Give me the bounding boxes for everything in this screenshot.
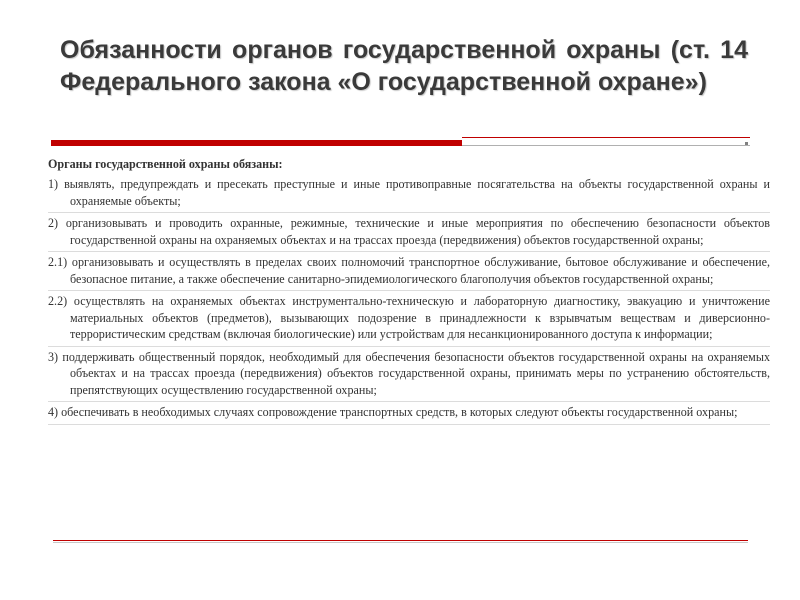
title-underline-bar (51, 140, 462, 146)
footer-rule (53, 540, 748, 541)
list-item: 4) обеспечивать в необходимых случаях сопровождение транспортных средств, в которых следуют объекты государственной охраны; (48, 402, 770, 425)
footer-rule-shadow (53, 542, 748, 543)
title-underline-shadow (462, 145, 750, 146)
list-item: 2.1) организовывать и осуществлять в пределах своих полномочий транспортное обслуживание, бытовое обслуживание и обеспечение, безопасное питание, а также обеспечение санитарно-эпидемиологического благополучия объектов государственной охраны; (48, 252, 770, 291)
list-item: 3) поддерживать общественный порядок, необходимый для обеспечения безопасности объектов государственной охраны на охраняемых объектах и на трассах проезда (передвижения) объектов государственной охраны, принимать меры по устранению обстоятельств, препятствующих осуществлению государственной охраны; (48, 347, 770, 403)
list-item: 1) выявлять, предупреждать и пресекать преступные и иные противоправные посягательства на объекты государственной охраны и охраняемые объекты; (48, 174, 770, 213)
list-item: 2.2) осуществлять на охраняемых объектах инструментально-техническую и лабораторную диагностику, эвакуацию и уничтожение материальных объектов (предметов), вызывающих подозрение в принадлежности к взрывчатым веществам и диверсионно-террористическим средствам (включая биологические) или устройствам для несанкционированного доступа к информации; (48, 291, 770, 347)
title-underline-line (462, 137, 750, 138)
slide-title: Обязанности органов государственной охраны (ст. 14 Федерального закона «О государственной охране») (60, 36, 748, 96)
slide-body (48, 156, 770, 425)
corner-mark (745, 142, 748, 145)
intro-text: Органы государственной охраны обязаны: (48, 157, 283, 171)
list-item: 2) организовывать и проводить охранные, режимные, технические и иные мероприятия по обеспечению безопасности объектов государственной охраны на охраняемых объектах и на трассах проезда (передвижения) объектов государственной охраны; (48, 213, 770, 252)
